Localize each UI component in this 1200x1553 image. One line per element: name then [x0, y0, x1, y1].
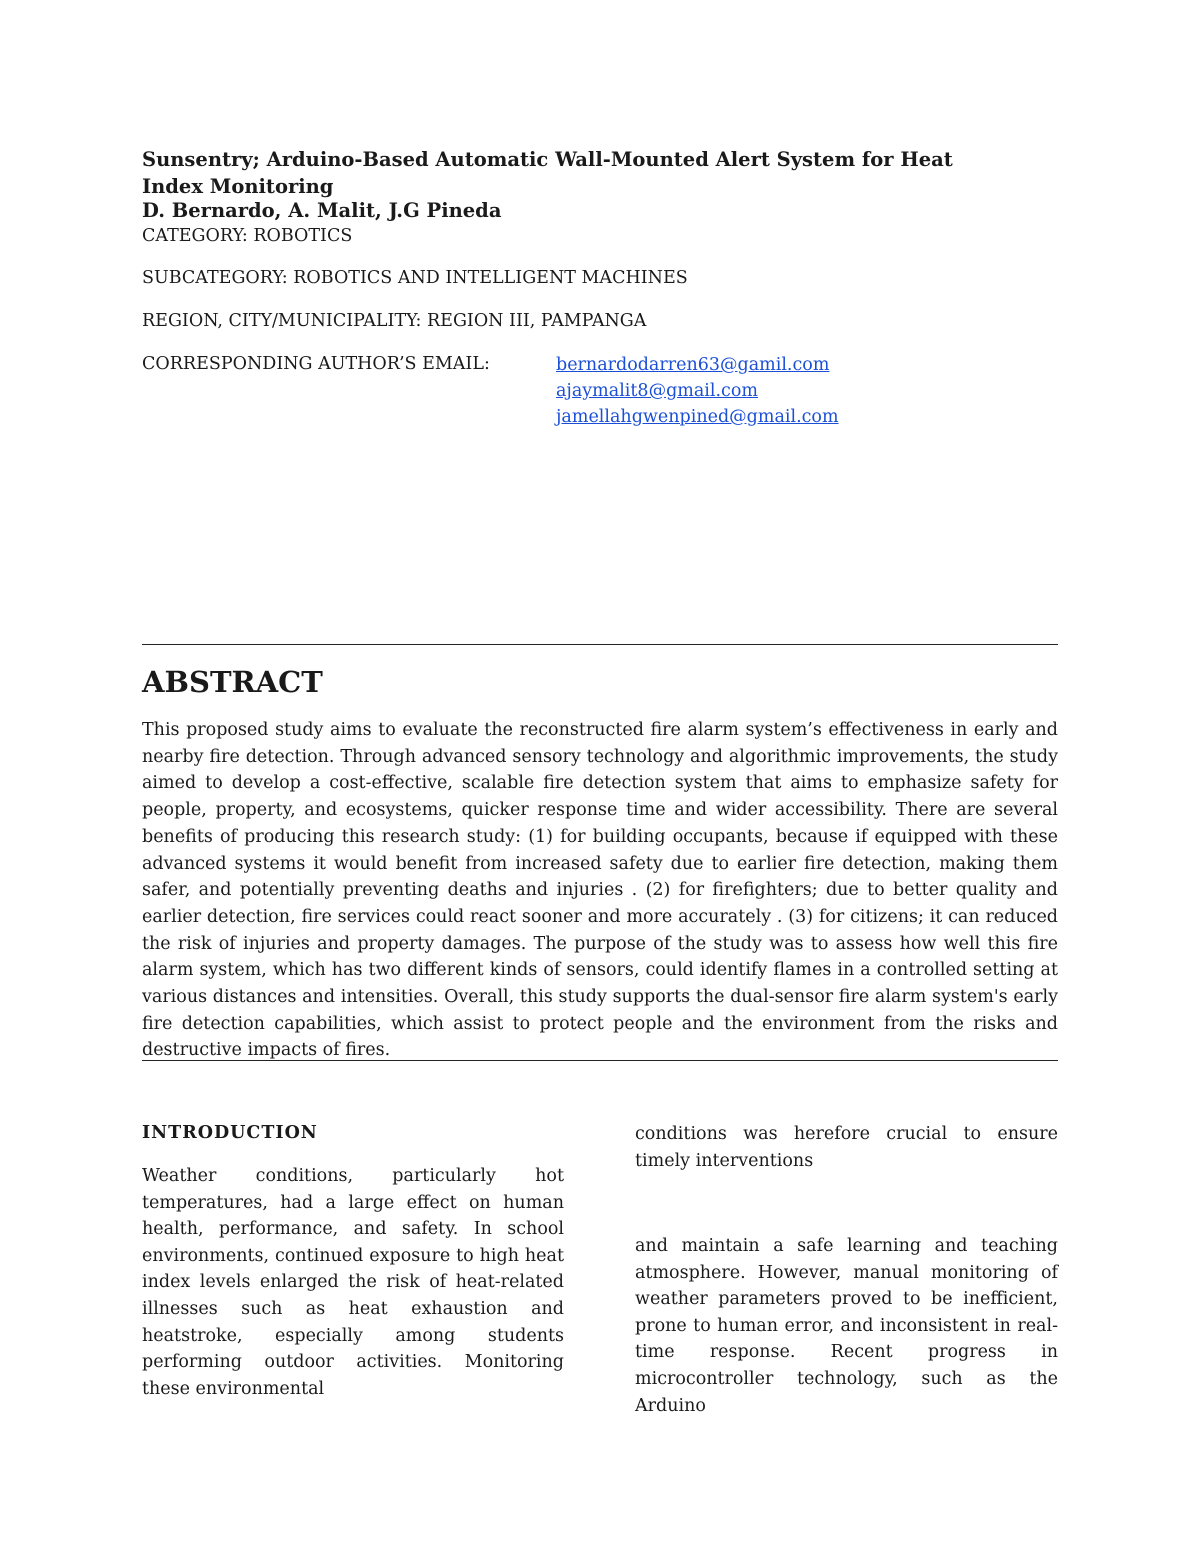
email-link-pineda[interactable]: jamellahgwenpined@gmail.com [556, 407, 839, 427]
bottom-divider [142, 1060, 1058, 1061]
category-line: CATEGORY: ROBOTICS [142, 226, 353, 246]
paper-authors: D. Bernardo, A. Malit, J.G Pineda [142, 199, 502, 222]
region-line: REGION, CITY/MUNICIPALITY: REGION III, PAMPANGA [142, 311, 647, 331]
email-link-malit[interactable]: ajaymalit8@gmail.com [556, 381, 758, 401]
introduction-right-column-top: conditions was herefore crucial to ensure timely interventions [635, 1124, 1058, 1171]
email-link-bernardo[interactable]: bernardodarren63@gamil.com [556, 355, 830, 375]
abstract-body: This proposed study aims to evaluate the reconstructed fire alarm system’s effectiveness in early and nearby fire detection. Through advanced sensory technology and algorithmic improvements, the study aimed to develop a cost-effective, scalable fire detection system that aims to emphasize safety for people, property, and ecosystems, quicker response time and wider accessibility. There are several benefits of producing this research study: (1) for building occupants, because if equipped with these advanced systems it would benefit from increased safety due to earlier fire detection, making them safer, and potentially preventing deaths and injuries . (2) for firefighters; due to better quality and earlier detection, fire services could react sooner and more accurately . (3) for citizens; it can reduced the risk of injuries and property damages. The purpose of the study was to assess how well this fire alarm system, which has two different kinds of sensors, could identify flames in a controlled setting at various distances and intensities. Overall, this study supports the dual-sensor fire alarm system's early fire detection capabilities, which assist to protect people and the environment from the risks and destructive impacts of fires. [142, 720, 1058, 1061]
paper-title: Sunsentry; Arduino-Based Automatic Wall-Mounted Alert System for Heat Index Monitoring [142, 148, 953, 198]
subcategory-line: SUBCATEGORY: ROBOTICS AND INTELLIGENT MACHINES [142, 268, 688, 288]
introduction-heading: INTRODUCTION [142, 1123, 318, 1143]
email-label: CORRESPONDING AUTHOR’S EMAIL: [142, 354, 490, 374]
introduction-right-column-bottom: and maintain a safe learning and teaching atmosphere. However, manual monitoring of weather parameters proved to be inefficient, prone to human error, and inconsistent in real-time response. Recent progress in microcontroller technology, such as the Arduino [635, 1236, 1058, 1416]
top-divider [142, 644, 1058, 645]
abstract-heading: ABSTRACT [142, 665, 323, 699]
introduction-left-column: Weather conditions, particularly hot temperatures, had a large effect on human health, performance, and safety. In school environments, continued exposure to high heat index levels enlarged the risk of heat-related illnesses such as heat exhaustion and heatstroke, especially among students performing outdoor activities. Monitoring these environmental [142, 1166, 564, 1399]
